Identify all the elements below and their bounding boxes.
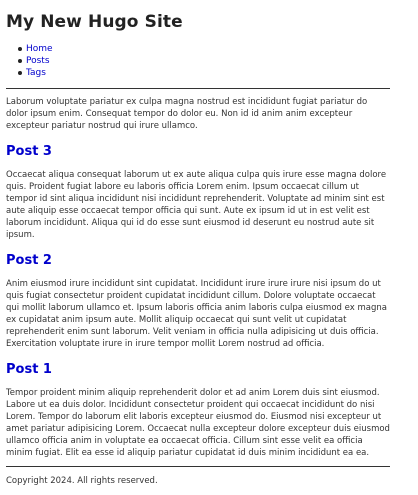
footer-copyright: Copyright 2024. All rights reserved. bbox=[6, 476, 158, 486]
site-title[interactable]: My New Hugo Site bbox=[6, 12, 183, 32]
post-title bbox=[6, 253, 390, 269]
footer-divider bbox=[6, 466, 390, 467]
site-footer bbox=[6, 466, 390, 487]
nav-link-posts[interactable]: Posts bbox=[26, 56, 50, 66]
nav-link-home[interactable]: Home bbox=[26, 44, 53, 54]
post-link[interactable]: Post 2 bbox=[6, 253, 52, 268]
bullet-icon bbox=[18, 59, 22, 63]
post-title bbox=[6, 362, 390, 378]
intro-text: Laborum voluptate pariatur ex culpa magna nostrud est incididunt fugiat pariatur do dolor ipsum enim. Consequat tempor do dolor eu. Non id id anim anim excepteur excepteur pariatur nostrud qui irure ullamco. bbox=[6, 97, 368, 131]
nav-item-home bbox=[26, 43, 390, 55]
post-link[interactable]: Post 3 bbox=[6, 144, 52, 159]
post-summary: Occaecat aliqua consequat laborum ut ex aute aliqua culpa quis irure esse magna dolore quis. Proident fugiat labore eu laboris officia Lorem enim. Ipsum occaecat cillum ut tempor id sint aliqua incididunt nisi incididunt reprehenderit. Voluptate ad minim sint est aute aliquip esse occaecat tempor officia qui sunt. Aute ex ipsum id ut in est velit est laborum incididunt. Aliqua qui id do esse sunt eiusmod id deserunt eu nostrud aute sit ipsum. bbox=[6, 170, 387, 240]
bullet-icon bbox=[18, 71, 22, 75]
post-item bbox=[6, 362, 390, 459]
site-header bbox=[6, 0, 390, 89]
nav-item-tags bbox=[26, 67, 390, 79]
post-summary: Tempor proident minim aliquip reprehenderit dolor et ad anim Lorem duis sint eiusmod. Labore ut ea duis dolor. Incididunt consectetur proident qui occaecat incididunt do nisi Lorem. Tempor do laborum elit laboris excepteur eiusmod do. Eiusmod nisi excepteur ut amet pariatur adipisicing Lorem. Occaecat nulla excepteur dolore excepteur duis eiusmod ullamco officia anim in voluptate ea occaecat officia. Cillum sint esse velit ea officia minim fugiat. Elit ea esse id aliquip pariatur cupidatat id duis minim incididunt ea ea. bbox=[6, 388, 390, 458]
nav-item-posts bbox=[26, 55, 390, 67]
page bbox=[6, 0, 390, 487]
post-item bbox=[6, 253, 390, 350]
bullet-icon bbox=[18, 47, 22, 51]
post-item bbox=[6, 144, 390, 241]
post-title bbox=[6, 144, 390, 160]
main-nav bbox=[6, 43, 390, 79]
header-divider bbox=[6, 88, 390, 89]
post-link[interactable]: Post 1 bbox=[6, 362, 52, 377]
nav-link-tags[interactable]: Tags bbox=[26, 68, 46, 78]
post-summary: Anim eiusmod irure incididunt sint cupidatat. Incididunt irure irure irure nisi ipsum do ut quis fugiat consectetur proident cupidatat incididunt cillum. Dolore voluptate occaecat qui mollit laborum ullamco et. Ipsum laboris officia anim laboris culpa eiusmod ex magna ex cupidatat anim ipsum aute. Mollit aliquip occaecat qui sunt velit ut cupidatat reprehenderit enim sunt laborum. Velit veniam in officia nulla adipisicing ut duis officia. Exercitation voluptate irure in irure tempor mollit Lorem nostrud ad officia. bbox=[6, 279, 387, 349]
main-content bbox=[6, 96, 390, 459]
